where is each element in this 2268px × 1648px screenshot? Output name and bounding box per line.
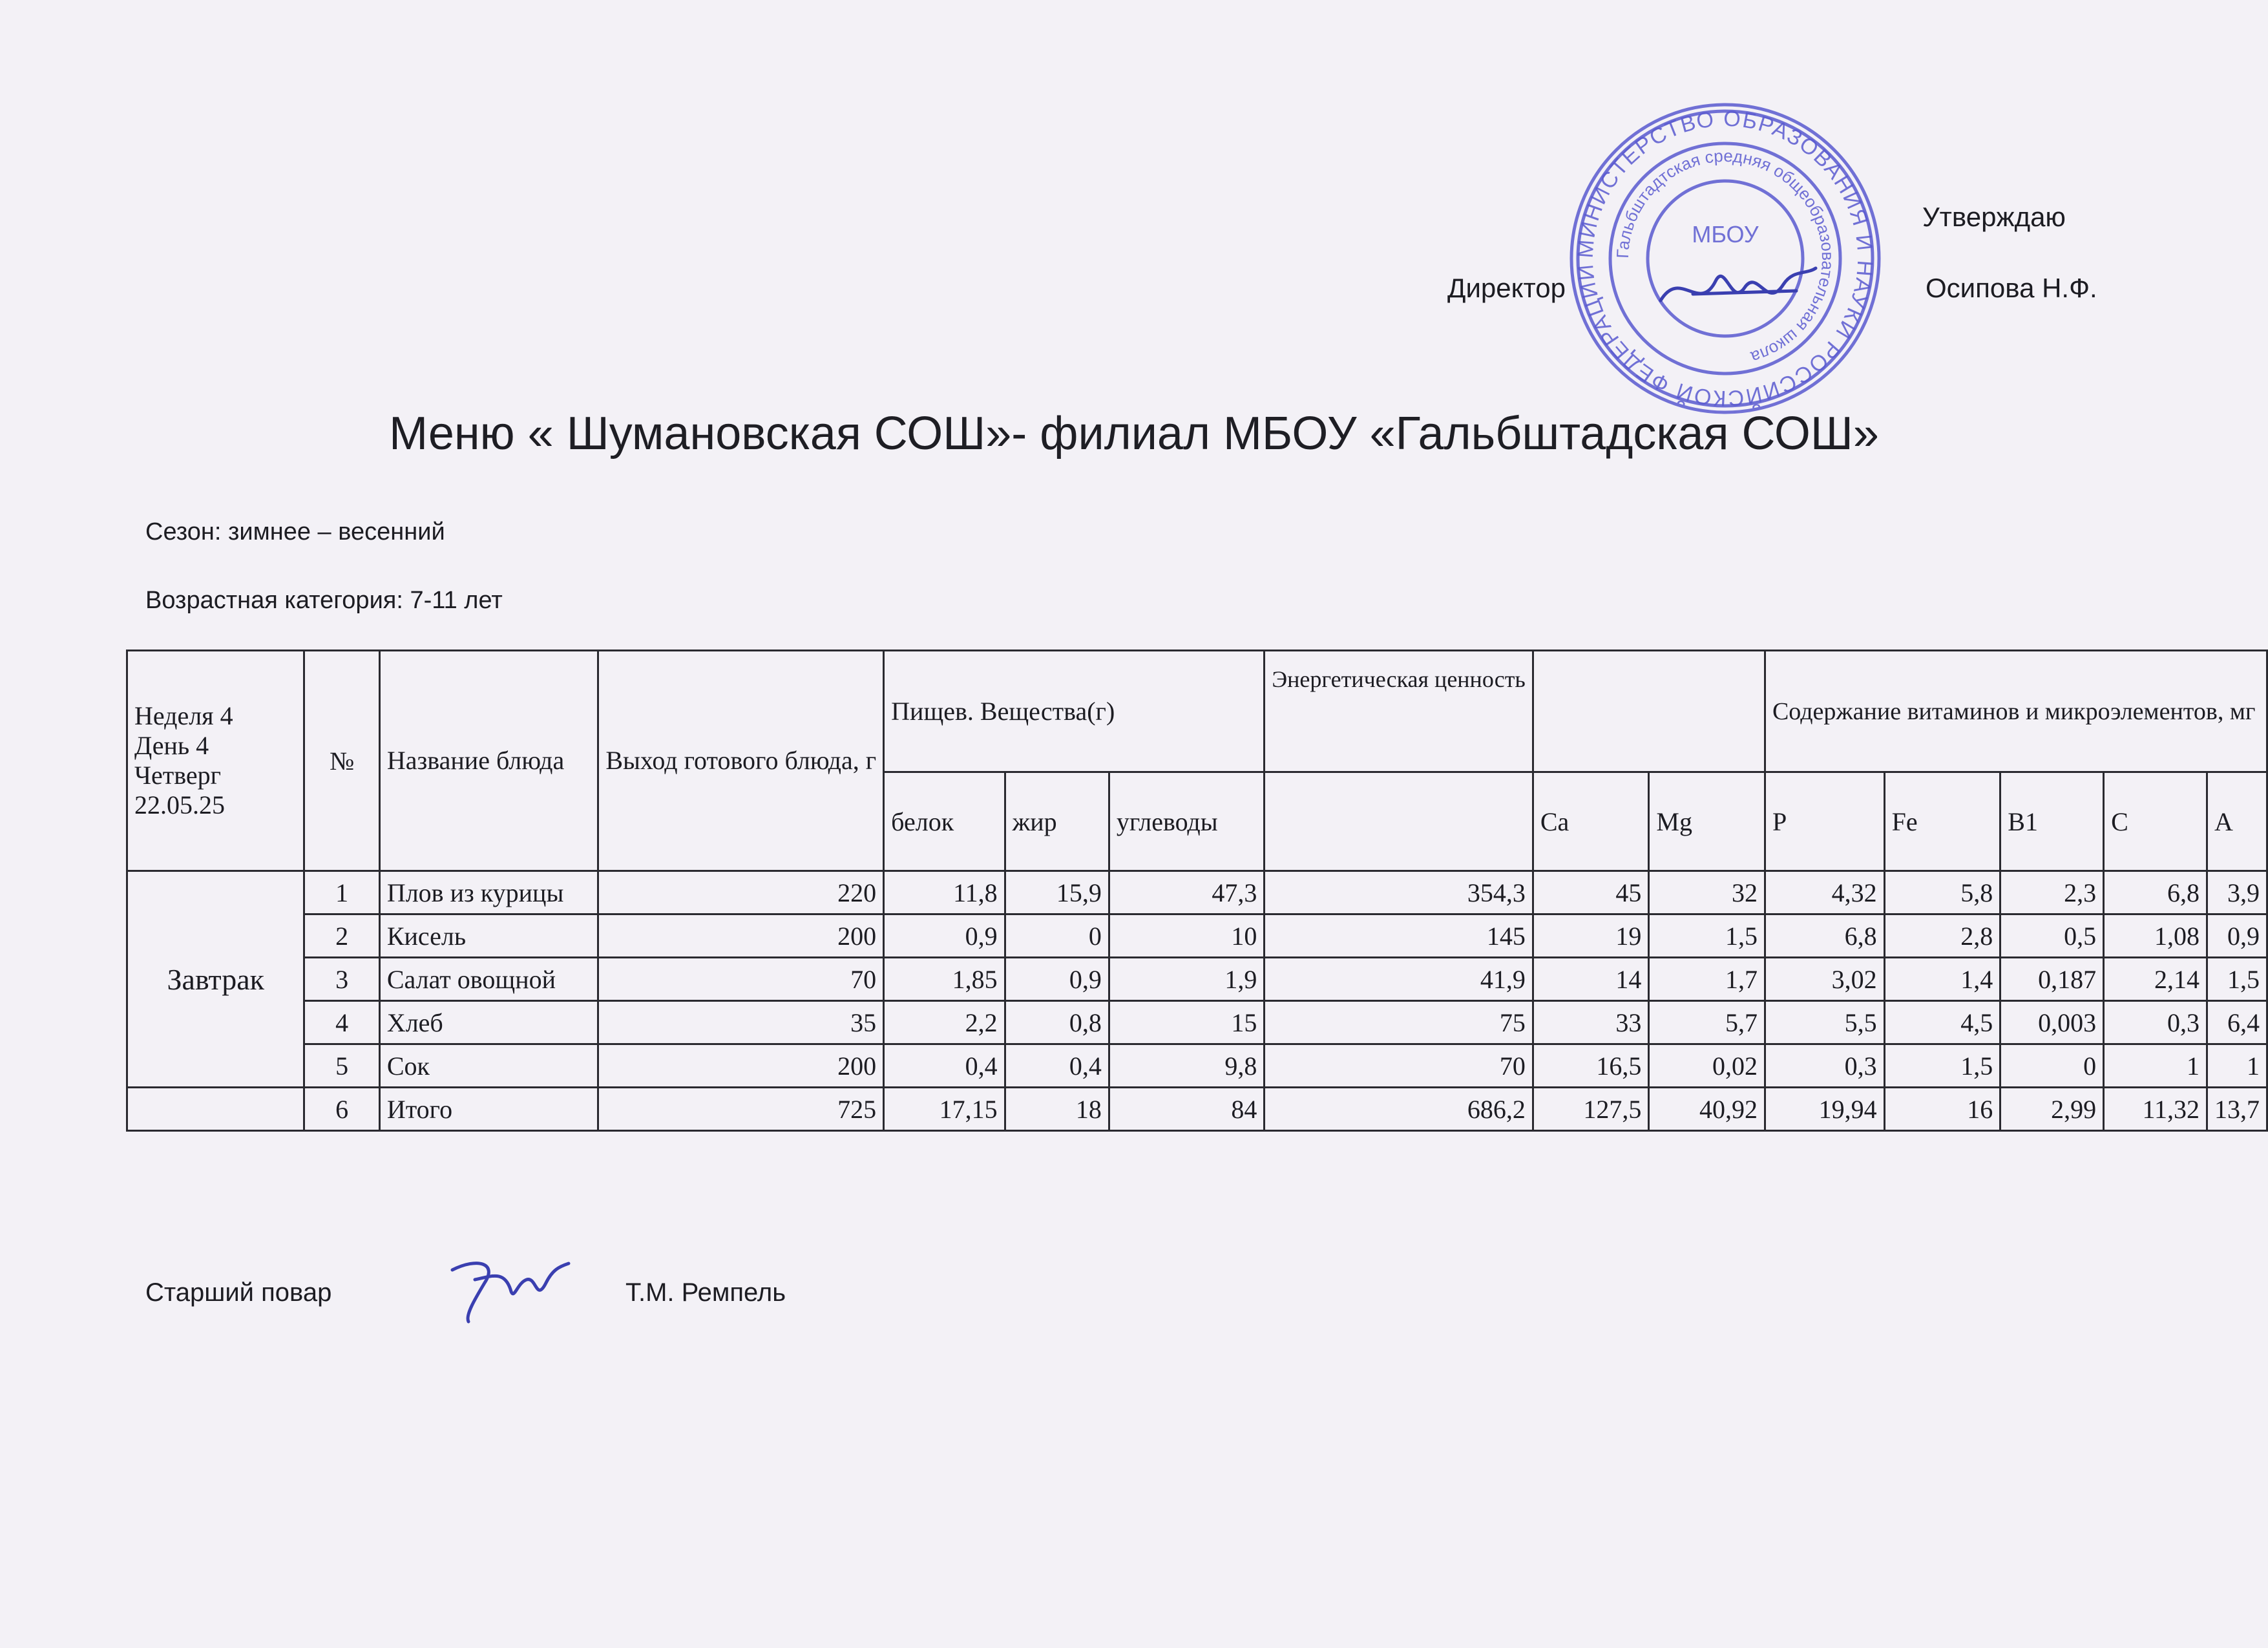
row-protein: 1,85 [884,958,1005,1001]
row-b1: 2,99 [2000,1088,2104,1131]
row-ca: 14 [1533,958,1649,1001]
row-c: 11,32 [2104,1088,2207,1131]
row-dish-name: Плов из курицы [379,871,598,914]
row-mg: 5,7 [1649,1001,1765,1044]
row-energy: 686,2 [1265,1088,1533,1131]
subheader-c: C [2104,772,2207,871]
row-energy: 70 [1265,1044,1533,1088]
row-p: 5,5 [1765,1001,1884,1044]
row-carbs: 84 [1109,1088,1264,1131]
director-name: Осипова Н.Ф. [1926,273,2097,303]
row-ca: 33 [1533,1001,1649,1044]
table-header-row [127,651,2267,772]
row-dish-name: Итого [379,1088,598,1131]
subheader-mg: Mg [1649,772,1765,871]
row-mg: 1,5 [1649,914,1765,958]
col-header-name: Название блюда [379,651,598,871]
row-b1: 0 [2000,1044,2104,1088]
table-row [127,1001,2267,1044]
weekday-label: Четверг [134,761,222,790]
row-fe: 1,5 [1884,1044,2000,1088]
meal-label: Завтрак [127,871,304,1088]
row-b1: 0,187 [2000,958,2104,1001]
director-label: Директор [1447,273,1566,303]
stamp-inner-text: Гальбштадтская средняя общеобразовательная школа [1612,145,1838,368]
row-c: 1,08 [2104,914,2207,958]
row-fe: 2,8 [1884,914,2000,958]
row-p: 3,02 [1765,958,1884,1001]
row-output: 35 [598,1001,884,1044]
row-num: 4 [304,1001,379,1044]
row-mg: 1,7 [1649,958,1765,1001]
row-protein: 17,15 [884,1088,1005,1131]
table-row [127,1044,2267,1088]
row-dish-name: Хлеб [379,1001,598,1044]
row-b1: 0,003 [2000,1001,2104,1044]
table-row [127,871,2267,914]
row-energy: 41,9 [1265,958,1533,1001]
subheader-carbs: углеводы [1109,772,1264,871]
page-title: Меню « Шумановская СОШ»- филиал МБОУ «Гальбштадская СОШ» [389,408,1879,460]
row-c: 1 [2104,1044,2207,1088]
age-category-label: Возрастная категория: 7-11 лет [145,587,503,614]
director-signature [1654,255,1822,326]
row-protein: 11,8 [884,871,1005,914]
row-num: 2 [304,914,379,958]
subheader-a: A [2207,772,2267,871]
row-mg: 32 [1649,871,1765,914]
row-ca: 19 [1533,914,1649,958]
subheader-fat: жир [1005,772,1109,871]
row-c: 2,14 [2104,958,2207,1001]
row-num: 3 [304,958,379,1001]
day-label: День 4 [134,731,209,760]
row-protein: 0,9 [884,914,1005,958]
row-a: 1,5 [2207,958,2267,1001]
row-num: 5 [304,1044,379,1088]
col-header-nutrients: Пищев. Вещества(г) [884,651,1265,772]
col-header-energy: Энергетическая ценность [1265,651,1533,772]
row-dish-name: Салат овощной [379,958,598,1001]
row-protein: 0,4 [884,1044,1005,1088]
row-carbs: 47,3 [1109,871,1264,914]
row-ca: 127,5 [1533,1088,1649,1131]
subheader-energy-blank [1265,772,1533,871]
approve-label: Утверждаю [1922,202,2066,232]
row-p: 4,32 [1765,871,1884,914]
row-mg: 0,02 [1649,1044,1765,1088]
row-fat: 0,9 [1005,958,1109,1001]
row-ca: 16,5 [1533,1044,1649,1088]
row-c: 0,3 [2104,1001,2207,1044]
subheader-fe: Fe [1884,772,2000,871]
date-label: 22.05.25 [134,790,225,819]
menu-table [126,650,2268,1132]
row-fat: 15,9 [1005,871,1109,914]
row-fe: 1,4 [1884,958,2000,1001]
row-energy: 354,3 [1265,871,1533,914]
row-p: 19,94 [1765,1088,1884,1131]
col-header-vitamins: Содержание витаминов и микроэлементов, мг [1765,651,2267,772]
row-protein: 2,2 [884,1001,1005,1044]
row-carbs: 10 [1109,914,1264,958]
total-meal-blank [127,1088,304,1131]
subheader-ca: Ca [1533,772,1649,871]
table-row [127,914,2267,958]
row-dish-name: Сок [379,1044,598,1088]
row-a: 13,7 [2207,1088,2267,1131]
row-output: 70 [598,958,884,1001]
cook-label: Старший повар [145,1278,332,1307]
row-b1: 2,3 [2000,871,2104,914]
row-num: 6 [304,1088,379,1131]
subheader-p: P [1765,772,1884,871]
subheader-protein: белок [884,772,1005,871]
row-fat: 0,8 [1005,1001,1109,1044]
row-mg: 40,92 [1649,1088,1765,1131]
week-label: Неделя 4 [134,701,233,730]
row-ca: 45 [1533,871,1649,914]
day-info-cell [127,651,304,871]
cook-name: Т.М. Ремпель [625,1278,786,1307]
row-output: 200 [598,1044,884,1088]
row-b1: 0,5 [2000,914,2104,958]
row-a: 0,9 [2207,914,2267,958]
col-header-blank [1533,651,1765,772]
row-num: 1 [304,871,379,914]
row-energy: 75 [1265,1001,1533,1044]
subheader-b1: B1 [2000,772,2104,871]
row-fe: 4,5 [1884,1001,2000,1044]
row-a: 6,4 [2207,1001,2267,1044]
col-header-output: Выход готового блюда, г [598,651,884,871]
row-p: 6,8 [1765,914,1884,958]
row-output: 200 [598,914,884,958]
row-a: 3,9 [2207,871,2267,914]
row-energy: 145 [1265,914,1533,958]
season-label: Сезон: зимнее – весенний [145,518,445,545]
table-row-total [127,1088,2267,1131]
row-carbs: 15 [1109,1001,1264,1044]
row-a: 1 [2207,1044,2267,1088]
table-row [127,958,2267,1001]
row-c: 6,8 [2104,871,2207,914]
row-fat: 0,4 [1005,1044,1109,1088]
row-fe: 5,8 [1884,871,2000,914]
row-carbs: 1,9 [1109,958,1264,1001]
row-fat: 18 [1005,1088,1109,1131]
cook-signature [439,1244,582,1328]
row-fat: 0 [1005,914,1109,958]
row-carbs: 9,8 [1109,1044,1264,1088]
row-p: 0,3 [1765,1044,1884,1088]
stamp-center-text: МБОУ [1692,221,1759,248]
row-fe: 16 [1884,1088,2000,1131]
row-output: 220 [598,871,884,914]
row-dish-name: Кисель [379,914,598,958]
row-output: 725 [598,1088,884,1131]
stamp-outer-text: МИНИСТЕРСТВО ОБРАЗОВАНИЯ И НАУКИ РОССИЙСКОЙ ФЕДЕРАЦИИ [1573,106,1878,411]
col-header-num: № [304,651,379,871]
